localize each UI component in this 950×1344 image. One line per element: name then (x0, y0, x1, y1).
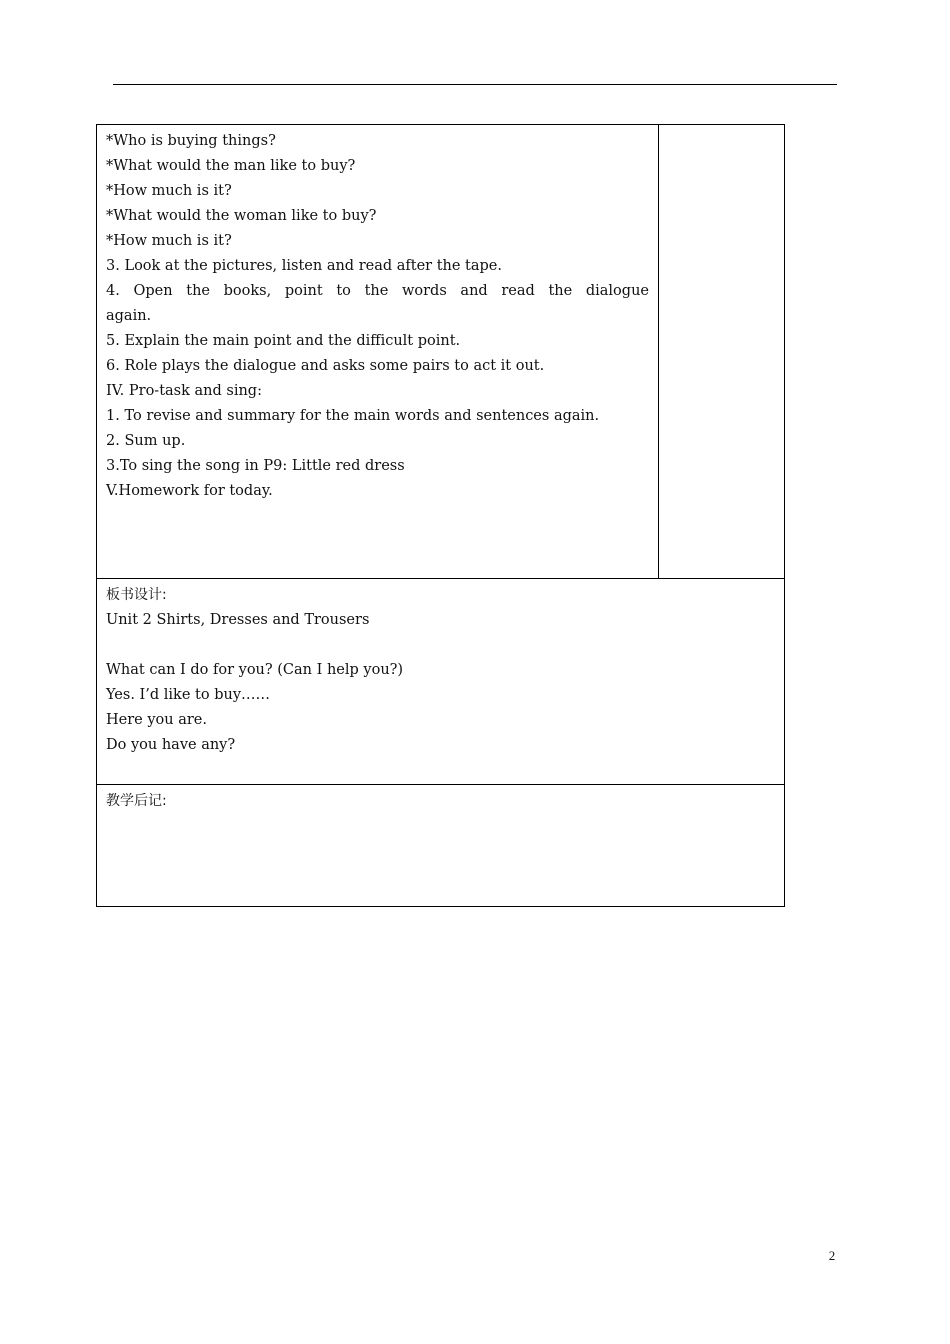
board-design-cell (97, 579, 785, 785)
lesson-plan-table (96, 124, 785, 907)
step-3: 3. Look at the pictures, listen and read after the tape. (106, 258, 502, 274)
board-blank-line (106, 633, 775, 658)
question-who-buying: *Who is buying things? (106, 133, 276, 149)
question-how-much-1: *How much is it? (106, 183, 232, 199)
section-iv-step-1: 1. To revise and summary for the main words and sentences again. (106, 408, 600, 424)
question-man-buy: *What would the man like to buy? (106, 158, 356, 174)
side-notes-cell (659, 125, 785, 579)
procedure-row (97, 125, 785, 579)
step-4: 4. Open the books, point to the words and read the dialogue (106, 283, 649, 299)
step-6: 6. Role plays the dialogue and asks some pairs to act it out. (106, 358, 545, 374)
step-5: 5. Explain the main point and the difficult point. (106, 333, 461, 349)
board-unit-title: Unit 2 Shirts, Dresses and Trousers (106, 612, 370, 628)
board-design-row (97, 579, 785, 785)
reflection-heading: 教学后记: (106, 793, 167, 809)
teaching-reflection-cell (97, 785, 785, 907)
header-rule (113, 84, 837, 85)
section-iv-step-3: 3.To sing the song in P9: Little red dress (106, 458, 405, 474)
reflection-row (97, 785, 785, 907)
section-iv-heading: IV. Pro-task and sing: (106, 383, 262, 399)
question-woman-buy: *What would the woman like to buy? (106, 208, 377, 224)
board-line-3: Here you are. (106, 712, 207, 728)
board-line-1: What can I do for you? (Can I help you?) (106, 662, 404, 678)
board-line-4: Do you have any? (106, 737, 236, 753)
question-how-much-2: *How much is it? (106, 233, 232, 249)
board-design-heading: 板书设计: (106, 587, 167, 603)
section-iv-step-2: 2. Sum up. (106, 433, 186, 449)
section-v-heading: V.Homework for today. (106, 483, 273, 499)
page-number: 2 (828, 1248, 836, 1263)
board-line-2: Yes. I’d like to buy…… (106, 687, 271, 703)
teaching-procedure-cell (97, 125, 659, 579)
step-4-continued: again. (106, 308, 152, 324)
